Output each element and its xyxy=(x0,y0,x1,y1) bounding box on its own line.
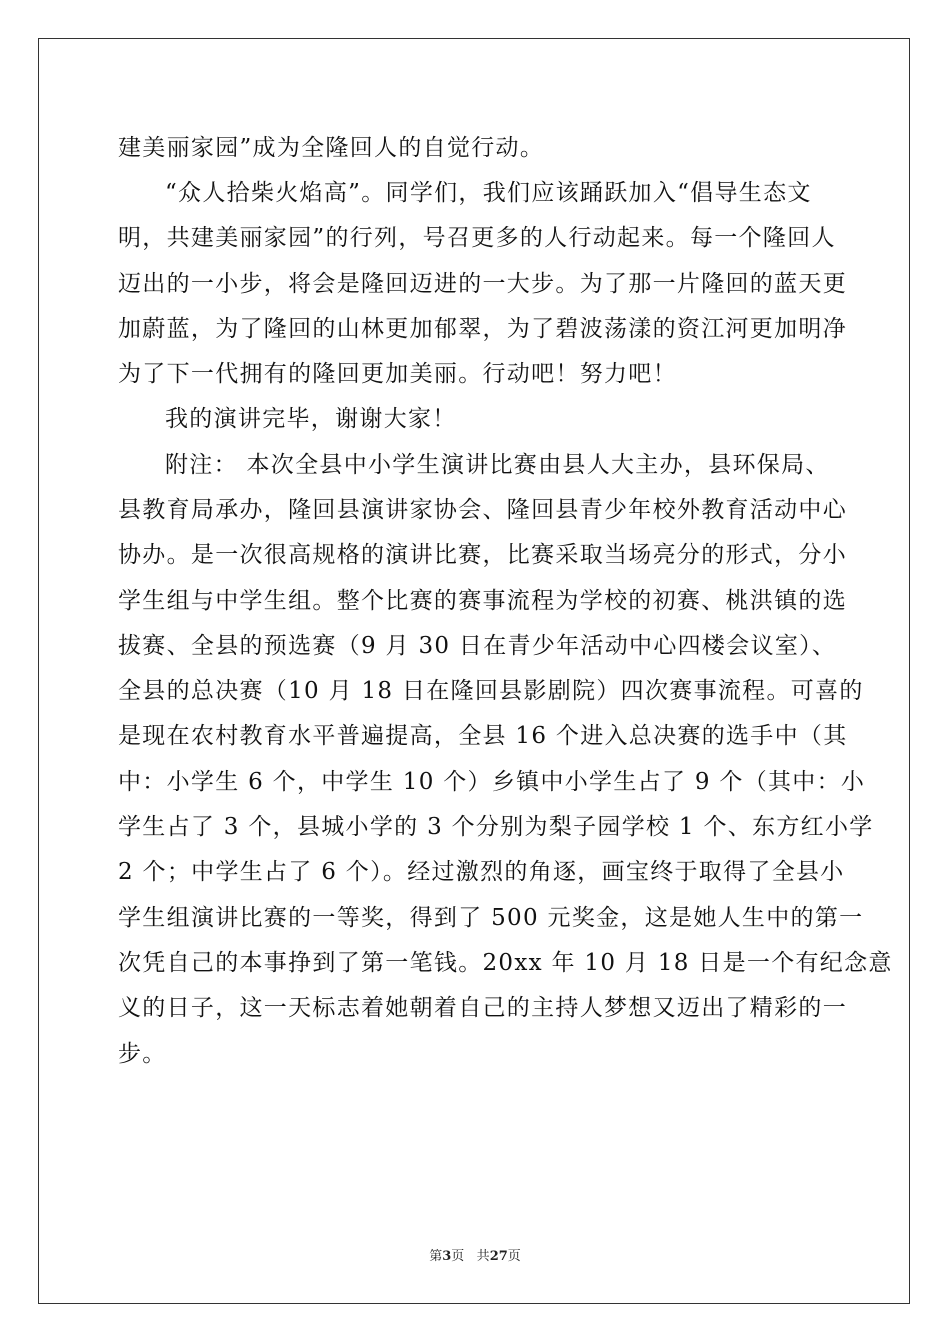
paragraph-line: 加蔚蓝，为了隆回的山林更加郁翠，为了碧波荡漾的资江河更加明净 xyxy=(118,316,847,342)
current-page-number: 3 xyxy=(442,1249,452,1264)
paragraph-line: 协办。是一次很高规格的演讲比赛，比赛采取当场亮分的形式，分小 xyxy=(118,542,847,568)
paragraph-line: 全县的总决赛（10 月 18 日在隆回县影剧院）四次赛事流程。可喜的 xyxy=(118,678,864,704)
paragraph-line: 明，共建美丽家园”的行列，号召更多的人行动起来。每一个隆回人 xyxy=(118,225,836,251)
paragraph-line: 义的日子，这一天标志着她朝着自己的主持人梦想又迈出了精彩的一 xyxy=(118,995,847,1021)
page-footer xyxy=(0,1248,950,1266)
footer-page-unit: 页 xyxy=(451,1249,465,1264)
paragraph-line: 我的演讲完毕，谢谢大家！ xyxy=(165,406,457,432)
paragraph-line: 学生占了 3 个，县城小学的 3 个分别为梨子园学校 1 个、东方红小学 xyxy=(118,814,874,840)
paragraph-line: 县教育局承办，隆回县演讲家协会、隆回县青少年校外教育活动中心 xyxy=(118,497,847,523)
paragraph-line: 建美丽家园”成为全隆回人的自觉行动。 xyxy=(118,135,545,161)
footer-prefix: 第 xyxy=(429,1249,443,1264)
paragraph-line: 为了下一代拥有的隆回更加美丽。行动吧！努力吧！ xyxy=(118,361,677,387)
paragraph-line: 迈出的一小步，将会是隆回迈进的一大步。为了那一片隆回的蓝天更 xyxy=(118,271,847,297)
paragraph-line: 2 个；中学生占了 6 个）。经过激烈的角逐，画宝终于取得了全县小 xyxy=(118,859,845,885)
paragraph-line: 附注： 本次全县中小学生演讲比赛由县人大主办，县环保局、 xyxy=(165,452,830,478)
paragraph-line: 拔赛、全县的预选赛（9 月 30 日在青少年活动中心四楼会议室）、 xyxy=(118,633,837,659)
paragraph-line: 是现在农村教育水平普遍提高，全县 16 个进入总决赛的选手中（其 xyxy=(118,723,848,749)
paragraph-line: 学生组演讲比赛的一等奖，得到了 500 元奖金，这是她人生中的第一 xyxy=(118,905,864,931)
paragraph-line: 中：小学生 6 个，中学生 10 个）乡镇中小学生占了 9 个（其中：小 xyxy=(118,769,866,795)
paragraph-line: 学生组与中学生组。整个比赛的赛事流程为学校的初赛、桃洪镇的选 xyxy=(118,588,847,614)
paragraph-line: 次凭自己的本事挣到了第一笔钱。20xx 年 10 月 18 日是一个有纪念意 xyxy=(118,950,893,976)
footer-total-unit: 页 xyxy=(507,1249,521,1264)
footer-total-prefix: 共 xyxy=(476,1249,490,1264)
paragraph-line: “众人拾柴火焰高”。同学们，我们应该踊跃加入“倡导生态文 xyxy=(165,180,812,206)
total-pages-number: 27 xyxy=(489,1249,508,1264)
paragraph-line: 步。 xyxy=(118,1041,167,1067)
